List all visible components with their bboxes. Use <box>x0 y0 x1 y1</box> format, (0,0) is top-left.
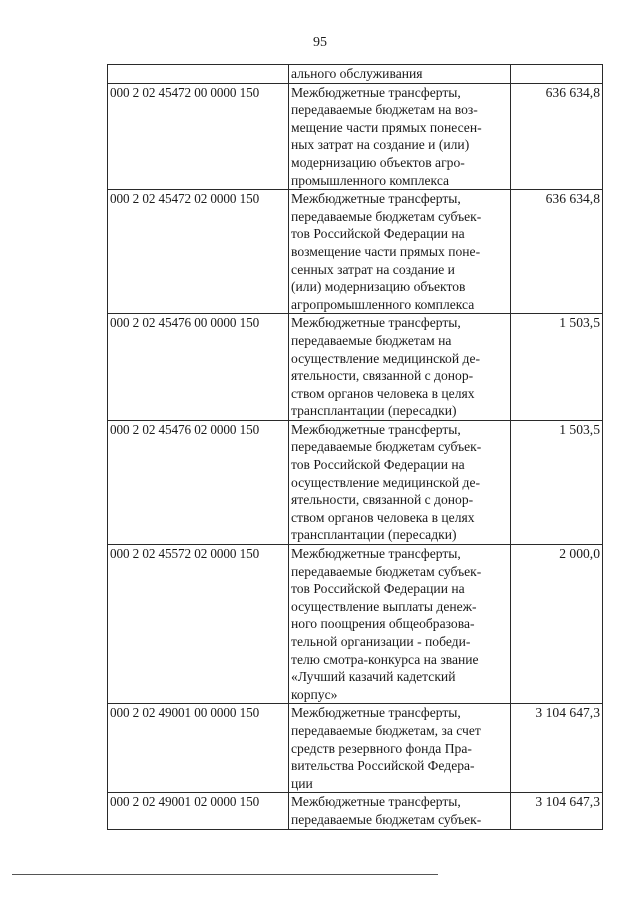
budget-code-cell: 000 2 02 49001 02 0000 150 <box>108 793 289 829</box>
amount-cell <box>511 65 603 84</box>
description-cell: Межбюджетные трансферты, передаваемые бюджетам, за счет средств резервного фонда Пра- вительства Российской Федера- ции <box>289 704 511 793</box>
budget-code-cell: 000 2 02 45572 02 0000 150 <box>108 545 289 704</box>
budget-code-cell: 000 2 02 49001 00 0000 150 <box>108 704 289 793</box>
description-cell: Межбюджетные трансферты, передаваемые бюджетам на осуществление медицинской де- ятельности, связанной с донор- ством органов человека в целях трансплантации (пересадки) <box>289 314 511 421</box>
description-cell: ального обслуживания <box>289 65 511 84</box>
amount-cell: 3 104 647,3 <box>511 793 603 829</box>
table-row <box>108 65 603 84</box>
table-row <box>108 190 603 314</box>
table-row <box>108 314 603 421</box>
amount-cell: 636 634,8 <box>511 83 603 190</box>
table-body <box>108 65 603 830</box>
table-row <box>108 545 603 704</box>
amount-cell: 2 000,0 <box>511 545 603 704</box>
description-cell: Межбюджетные трансферты, передаваемые бюджетам субъек- тов Российской Федерации на осуществление выплаты денеж- ного поощрения общеобразова- тельной организации - победи- телю смотра-конкурса на звание «Лучший казачий кадетский корпус» <box>289 545 511 704</box>
description-cell: Межбюджетные трансферты, передаваемые бюджетам субъек- тов Российской Федерации на осуществление медицинской де- ятельности, связанной с донор- ством органов человека в целях трансплантации (пересадки) <box>289 420 511 544</box>
amount-cell: 3 104 647,3 <box>511 704 603 793</box>
page-number: 95 <box>313 35 327 50</box>
budget-code-cell: 000 2 02 45476 02 0000 150 <box>108 420 289 544</box>
budget-code-cell <box>108 65 289 84</box>
table-row <box>108 83 603 190</box>
budget-code-cell: 000 2 02 45472 02 0000 150 <box>108 190 289 314</box>
amount-cell: 1 503,5 <box>511 314 603 421</box>
description-cell: Межбюджетные трансферты, передаваемые бюджетам субъек- тов Российской Федерации на возмещение части прямых поне- сенных затрат на создание и (или) модернизацию объектов агропромышленного комплекса <box>289 190 511 314</box>
bottom-divider <box>12 874 438 875</box>
amount-cell: 636 634,8 <box>511 190 603 314</box>
description-cell: Межбюджетные трансферты, передаваемые бюджетам на воз- мещение части прямых понесен- ных затрат на создание и (или) модернизацию объектов агро- промышленного комплекса <box>289 83 511 190</box>
amount-cell: 1 503,5 <box>511 420 603 544</box>
budget-code-cell: 000 2 02 45476 00 0000 150 <box>108 314 289 421</box>
table-row <box>108 793 603 829</box>
table-row <box>108 420 603 544</box>
description-cell: Межбюджетные трансферты, передаваемые бюджетам субъек- <box>289 793 511 829</box>
budget-table <box>107 64 603 830</box>
table-row <box>108 704 603 793</box>
budget-code-cell: 000 2 02 45472 00 0000 150 <box>108 83 289 190</box>
